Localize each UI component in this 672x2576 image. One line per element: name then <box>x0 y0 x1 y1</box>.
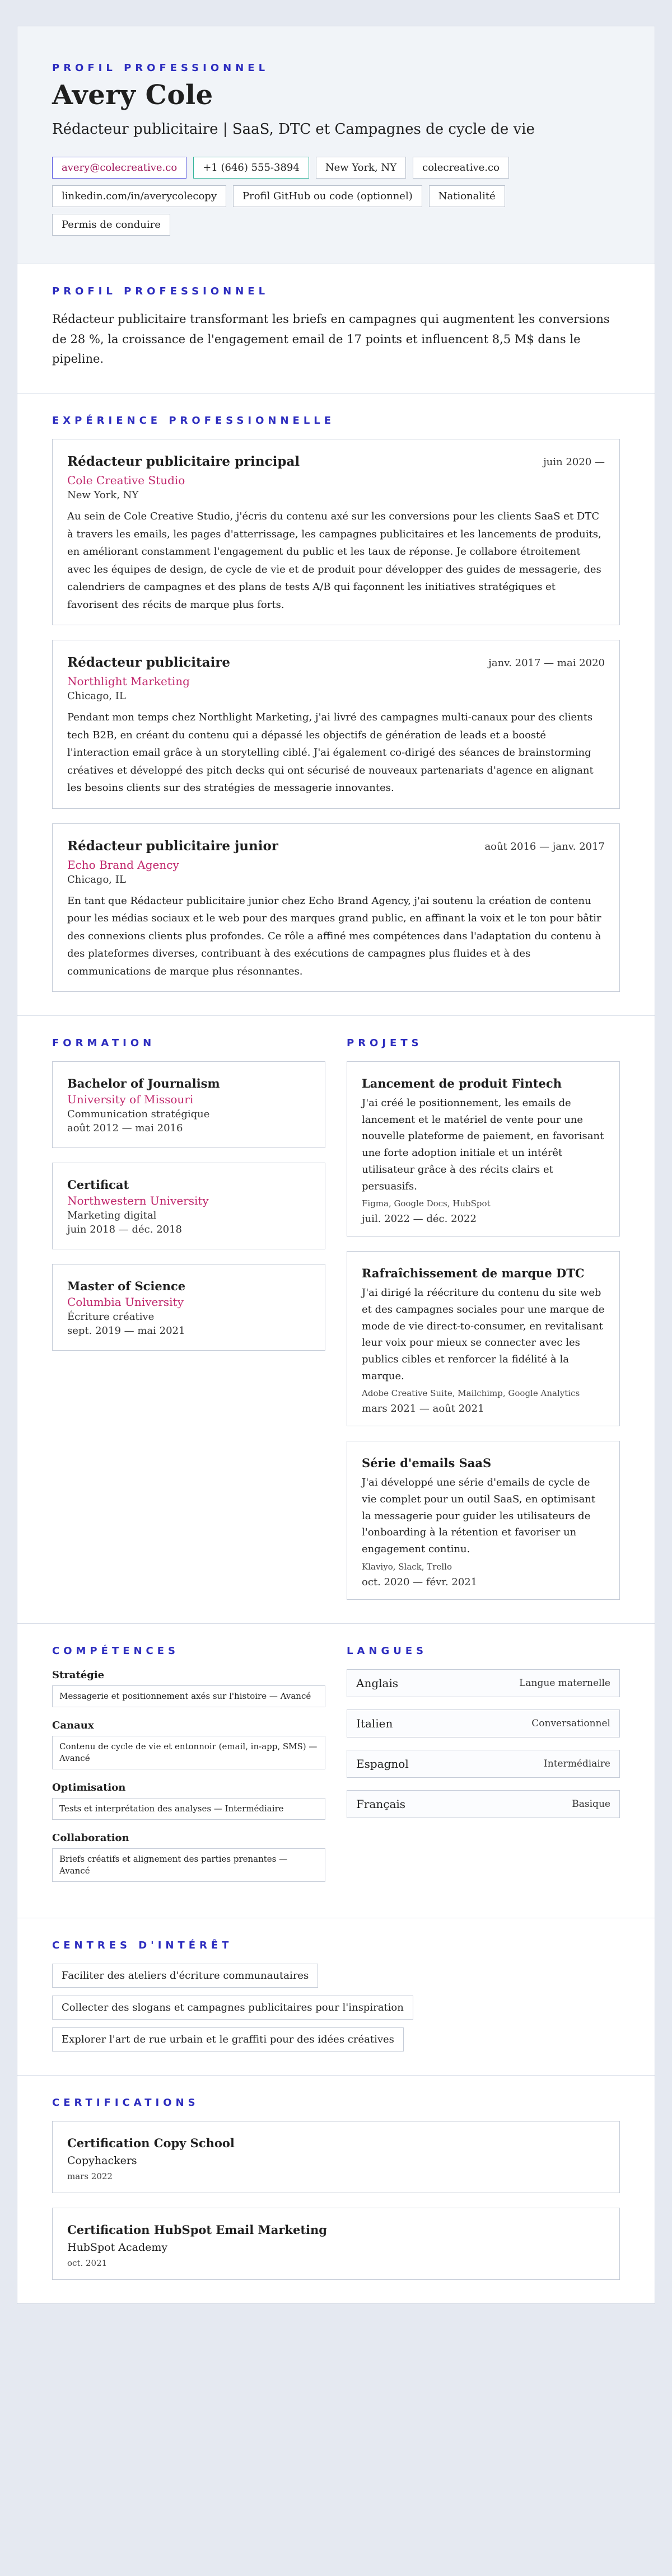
skill-value: Tests et interprétation des analyses — Intermédiaire <box>52 1798 325 1820</box>
job-company: Echo Brand Agency <box>67 858 179 872</box>
skill-group <box>52 1832 325 1882</box>
interests-section <box>17 1918 655 2076</box>
contact-license: Permis de conduire <box>52 214 170 236</box>
language-name: Anglais <box>356 1676 399 1690</box>
project-date: juil. 2022 — déc. 2022 <box>362 1213 477 1225</box>
header-kicker: PROFIL PROFESSIONNEL <box>52 62 269 74</box>
section-title: CENTRES D'INTÉRÊT <box>52 1939 233 1951</box>
education-card <box>52 1061 325 1148</box>
interest-item: Explorer l'art de rue urbain et le graffiti pour des idées créatives <box>52 2027 404 2052</box>
project-tools: Figma, Google Docs, HubSpot <box>362 1198 491 1209</box>
education-date: août 2012 — mai 2016 <box>67 1122 183 1135</box>
section-title: FORMATION <box>52 1037 156 1050</box>
education-projects-section <box>17 1016 655 1624</box>
language-name: Français <box>356 1797 406 1811</box>
interest-item: Faciliter des ateliers d'écriture communautaires <box>52 1964 318 1988</box>
education-school: University of Missouri <box>67 1093 194 1107</box>
skills-column <box>52 1645 325 1894</box>
project-card <box>347 1061 620 1237</box>
projects-column <box>347 1037 620 1600</box>
project-description: J'ai dirigé la réécriture du contenu du site web et des campagnes sociales pour une marque de mode de vie direct-to-consumer, en revitalisant leur voix pour mieux se connecter avec les publics cibles et renforcer la fidélité à la marque. <box>362 1287 605 1382</box>
profile-summary: Rédacteur publicitaire transformant les briefs en campagnes qui augmentent les conversions de 28 %, la croissance de l'engagement email de 17 points et influencent 8,5 M$ dans le pipeline. <box>52 312 610 366</box>
section-title: PROJETS <box>347 1037 423 1050</box>
certification-issuer: HubSpot Academy <box>67 2241 168 2254</box>
project-tools: Adobe Creative Suite, Mailchimp, Google Analytics <box>362 1388 580 1399</box>
education-degree: Master of Science <box>67 1279 186 1294</box>
job-card <box>52 823 620 992</box>
contact-website[interactable]: colecreative.co <box>413 157 509 179</box>
job-location: Chicago, IL <box>67 873 126 886</box>
project-date: oct. 2020 — févr. 2021 <box>362 1576 478 1588</box>
education-card <box>52 1264 325 1351</box>
project-card <box>347 1441 620 1599</box>
languages-column <box>347 1645 620 1894</box>
candidate-headline: Rédacteur publicitaire | SaaS, DTC et Campagnes de cycle de vie <box>52 121 535 138</box>
job-title: Rédacteur publicitaire <box>67 655 230 671</box>
education-field: Marketing digital <box>67 1210 157 1222</box>
job-date: août 2016 — janv. 2017 <box>484 840 605 853</box>
resume-header <box>17 26 655 264</box>
language-level: Intermédiaire <box>544 1758 610 1769</box>
skill-value: Contenu de cycle de vie et entonnoir (email, in-app, SMS) — Avancé <box>52 1736 325 1769</box>
job-card <box>52 640 620 809</box>
contact-chips <box>52 157 620 236</box>
language-level: Basique <box>572 1798 610 1810</box>
interest-list <box>52 1964 620 2052</box>
contact-github[interactable]: Profil GitHub ou code (optionnel) <box>233 185 422 207</box>
education-degree: Certificat <box>67 1178 129 1192</box>
education-school: Columbia University <box>67 1295 184 1309</box>
interest-item: Collecter des slogans et campagnes publicitaires pour l'inspiration <box>52 1996 413 2020</box>
section-title: PROFIL PROFESSIONNEL <box>52 285 269 297</box>
job-location: Chicago, IL <box>67 690 126 702</box>
education-card <box>52 1163 325 1249</box>
education-field: Écriture créative <box>67 1311 155 1323</box>
project-date: mars 2021 — août 2021 <box>362 1403 484 1415</box>
project-title: Série d'emails SaaS <box>362 1456 492 1470</box>
certification-date: mars 2022 <box>67 2171 113 2181</box>
project-description: J'ai créé le positionnement, les emails de lancement et le matériel de vente pour une nouvelle plateforme de paiement, en favorisant une forte adoption initiale et un intérêt utilisateur grâce à des récits clairs et persuasifs. <box>362 1097 604 1192</box>
education-degree: Bachelor of Journalism <box>67 1076 220 1091</box>
resume-page <box>17 26 655 2304</box>
profile-section <box>17 264 655 394</box>
language-row <box>347 1790 620 1818</box>
job-title: Rédacteur publicitaire junior <box>67 838 278 854</box>
contact-nationality: Nationalité <box>429 185 505 207</box>
certification-card <box>52 2121 620 2193</box>
job-description: En tant que Rédacteur publicitaire junior chez Echo Brand Agency, j'ai soutenu la création de contenu pour les médias sociaux et le web pour des marques grand public, en affinant la voix et le ton pour bâtir des connexions clients plus profondes. Ce rôle a affiné mes compétences dans l'adaptation du contenu à des plateformes diverses, contribuant à des exécutions de campagnes plus fluides et à des communications de marque plus résonnantes. <box>67 894 601 977</box>
job-location: New York, NY <box>67 489 139 502</box>
project-card <box>347 1251 620 1426</box>
job-description: Pendant mon temps chez Northlight Marketing, j'ai livré des campagnes multi-canaux pour des clients tech B2B, en créant du contenu qui a dépassé les objectifs de génération de leads et a boosté l'interaction email grâce à un storytelling ciblé. J'ai également co-dirigé des séances de brainstorming créatives et développé des pitch decks qui ont sécurisé de nouveaux partenariats d'agence en alignant les besoins clients sur des stratégies de messagerie innovantes. <box>67 711 594 794</box>
skill-name: Collaboration <box>52 1832 129 1844</box>
education-school: Northwestern University <box>67 1194 209 1208</box>
contact-phone[interactable]: +1 (646) 555-3894 <box>193 157 309 179</box>
language-name: Espagnol <box>356 1757 409 1771</box>
education-date: sept. 2019 — mai 2021 <box>67 1325 185 1337</box>
skills-languages-section <box>17 1624 655 1918</box>
section-title: EXPÉRIENCE PROFESSIONNELLE <box>52 415 335 427</box>
skill-group <box>52 1720 325 1769</box>
certification-date: oct. 2021 <box>67 2257 108 2268</box>
contact-linkedin[interactable]: linkedin.com/in/averycolecopy <box>52 185 226 207</box>
language-row <box>347 1709 620 1737</box>
language-row <box>347 1750 620 1778</box>
job-date: janv. 2017 — mai 2020 <box>488 657 605 669</box>
project-tools: Klaviyo, Slack, Trello <box>362 1561 452 1572</box>
skill-name: Optimisation <box>52 1781 126 1793</box>
candidate-name: Avery Cole <box>52 79 213 111</box>
experience-section <box>17 394 655 1016</box>
project-description: J'ai développé une série d'emails de cycle de vie complet pour un outil SaaS, en optimisant la messagerie pour guider les utilisateurs de l'onboarding à la rétention et favoriser un engagement continu. <box>362 1477 596 1556</box>
contact-location: New York, NY <box>316 157 406 179</box>
skill-value: Briefs créatifs et alignement des parties prenantes — Avancé <box>52 1848 325 1882</box>
language-level: Conversationnel <box>531 1717 610 1729</box>
skill-name: Stratégie <box>52 1669 105 1681</box>
language-name: Italien <box>356 1716 393 1730</box>
skill-group <box>52 1782 325 1820</box>
language-row <box>347 1669 620 1697</box>
education-field: Communication stratégique <box>67 1108 210 1121</box>
education-column <box>52 1037 325 1600</box>
project-title: Rafraîchissement de marque DTC <box>362 1266 585 1281</box>
section-title: LANGUES <box>347 1645 428 1657</box>
language-level: Langue maternelle <box>519 1677 610 1689</box>
skill-group <box>52 1669 325 1707</box>
job-description: Au sein de Cole Creative Studio, j'écris du contenu axé sur les conversions pour les clients SaaS et DTC à travers les emails, les pages d'atterrissage, les campagnes publicitaires et les lancements de produits, en améliorant constamment l'engagement du public et les taux de réponse. Je collabore étroitement avec les équipes de design, de cycle de vie et de produit pour développer des guides de messagerie, des calendriers de campagnes et des plans de tests A/B qui façonnent les initiatives stratégiques et favorisent des récits de marque plus forts. <box>67 510 601 611</box>
contact-email[interactable]: avery@colecreative.co <box>52 157 186 179</box>
certification-title: Certification HubSpot Email Marketing <box>67 2222 327 2237</box>
certifications-section <box>17 2076 655 2303</box>
job-company: Cole Creative Studio <box>67 474 185 488</box>
job-date: juin 2020 — <box>543 456 605 469</box>
certification-card <box>52 2208 620 2280</box>
certification-issuer: Copyhackers <box>67 2154 137 2167</box>
education-date: juin 2018 — déc. 2018 <box>67 1224 183 1236</box>
skill-value: Messagerie et positionnement axés sur l'histoire — Avancé <box>52 1685 325 1707</box>
job-card <box>52 439 620 625</box>
skill-name: Canaux <box>52 1719 94 1731</box>
section-title: COMPÉTENCES <box>52 1645 180 1657</box>
certification-title: Certification Copy School <box>67 2135 235 2150</box>
job-title: Rédacteur publicitaire principal <box>67 454 300 470</box>
job-company: Northlight Marketing <box>67 675 190 689</box>
project-title: Lancement de produit Fintech <box>362 1076 562 1091</box>
section-title: CERTIFICATIONS <box>52 2096 199 2109</box>
